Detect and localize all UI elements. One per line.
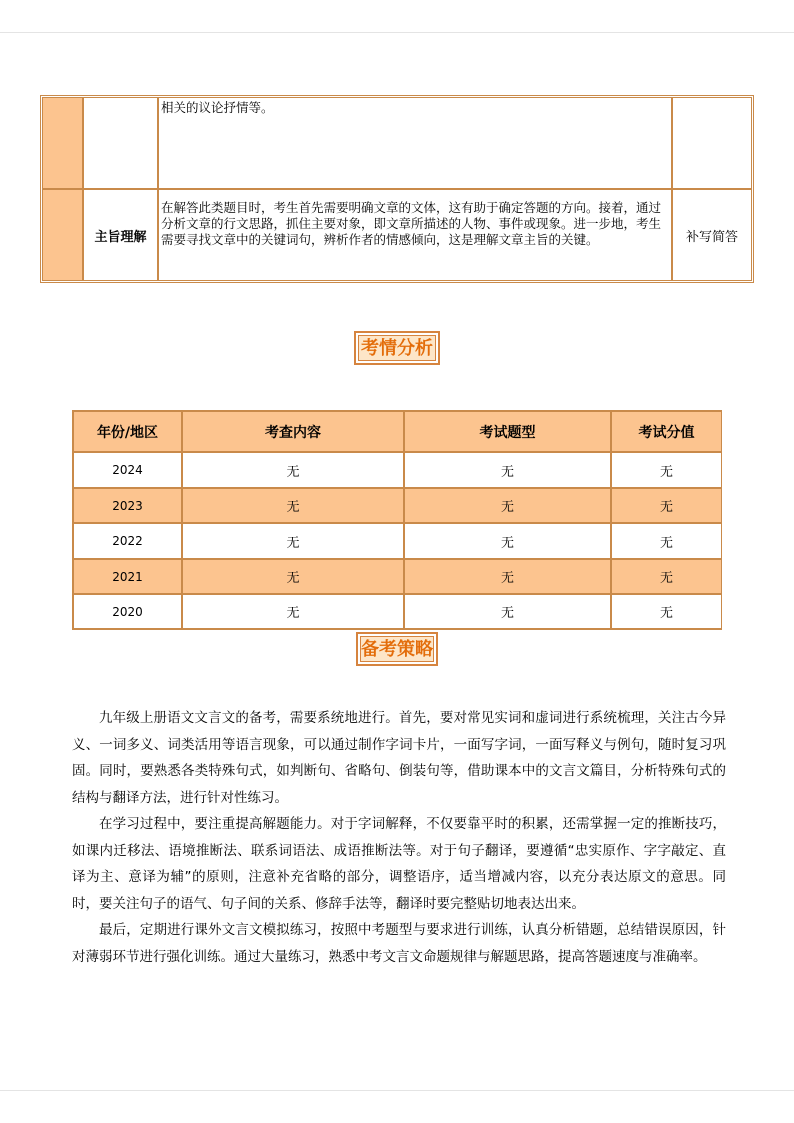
row-year: 2023 xyxy=(73,488,182,523)
knowledge-row-2-label: 主旨理解 xyxy=(94,229,147,245)
strategy-section-title xyxy=(356,632,438,666)
header-question-type: 考试题型 xyxy=(404,411,611,452)
strategy-paragraph-1: 九年级上册语文文言文的备考，需要系统地进行。首先，要对常见实词和虚词进行系统梳理，关注古今异义、一词多义、词类活用等语言现象，可以通过制作字词卡片，一面写字词，一面写释义与例句，随时复习巩固。同时，要熟悉各类特殊句式，如判断句、省略句、倒装句等，借助课本中的文言文篇目，分析特殊句式的结构与翻译方法，进行针对性练习。 xyxy=(72,710,726,806)
analysis-section-title-text: 考情分析 xyxy=(358,335,436,361)
row-question-type: 无 xyxy=(404,559,611,594)
analysis-table-header-row xyxy=(73,411,721,452)
row-score: 无 xyxy=(611,523,722,559)
knowledge-row-1-label-cell xyxy=(83,97,158,189)
row-content: 无 xyxy=(182,523,404,559)
row-content: 无 xyxy=(182,452,404,488)
strategy-section-title-text: 备考策略 xyxy=(360,636,434,662)
row-score: 无 xyxy=(611,559,722,594)
table-row xyxy=(73,594,721,629)
strategy-paragraph-3: 最后，定期进行课外文言文模拟练习，按照中考题型与要求进行训练，认真分析错题，总结错误原因，针对薄弱环节进行强化训练。通过大量练习，熟悉中考文言文命题规律与解题思路，提高答题速度与准确率。 xyxy=(72,922,726,965)
row-content: 无 xyxy=(182,594,404,629)
row-year: 2024 xyxy=(73,452,182,488)
row-question-type: 无 xyxy=(404,523,611,559)
analysis-section-title xyxy=(354,331,440,365)
header-score: 考试分值 xyxy=(611,411,722,452)
row-content: 无 xyxy=(182,559,404,594)
row-content: 无 xyxy=(182,488,404,523)
row-score: 无 xyxy=(611,594,722,629)
knowledge-row-2-note-cell xyxy=(672,189,752,281)
row-year: 2020 xyxy=(73,594,182,629)
header-year-region: 年份/地区 xyxy=(73,411,182,452)
knowledge-row-2-label-cell xyxy=(83,189,158,281)
row-question-type: 无 xyxy=(404,594,611,629)
analysis-table xyxy=(72,410,722,630)
table-row xyxy=(73,488,721,523)
table-row xyxy=(73,523,721,559)
header-content: 考查内容 xyxy=(182,411,404,452)
row-score: 无 xyxy=(611,488,722,523)
row-question-type: 无 xyxy=(404,452,611,488)
page-bottom-rule xyxy=(0,1090,794,1091)
page-top-rule xyxy=(0,32,794,33)
knowledge-row-1-content: 相关的议论抒情等。 xyxy=(158,97,672,189)
row-question-type: 无 xyxy=(404,488,611,523)
table-row xyxy=(73,452,721,488)
row-score: 无 xyxy=(611,452,722,488)
knowledge-row-2-marker-cell xyxy=(42,189,83,281)
knowledge-row-2-note: 补写简答 xyxy=(685,229,738,245)
row-year: 2021 xyxy=(73,559,182,594)
knowledge-table xyxy=(40,95,754,283)
table-row xyxy=(73,559,721,594)
strategy-paragraph-2: 在学习过程中，要注重提高解题能力。对于字词解释，不仅要靠平时的积累，还需掌握一定的推断技巧，如课内迁移法、语境推断法、联系词语法、成语推断法等。对于句子翻译，要遵循“忠实原作、字字敲定、直译为主、意译为辅”的原则，注意补充省略的部分，调整语序，适当增减内容，以充分表达原文的意思。同时，要关注句子的语气、句子间的关系、修辞手法等，翻译时要完整贴切地表达出来。 xyxy=(72,816,726,912)
knowledge-row-2-content: 在解答此类题目时，考生首先需要明确文章的文体，这有助于确定答题的方向。接着，通过分析文章的行文思路，抓住主要对象，即文章所描述的人物、事件或现象。进一步地，考生需要寻找文章中的关键词句，辨析作者的情感倾向，这是理解文章主旨的关键。 xyxy=(158,189,672,281)
knowledge-row-1-note-cell xyxy=(672,97,752,189)
row-year: 2022 xyxy=(73,523,182,559)
strategy-body xyxy=(72,705,726,970)
knowledge-row-1-marker-cell xyxy=(42,97,83,189)
